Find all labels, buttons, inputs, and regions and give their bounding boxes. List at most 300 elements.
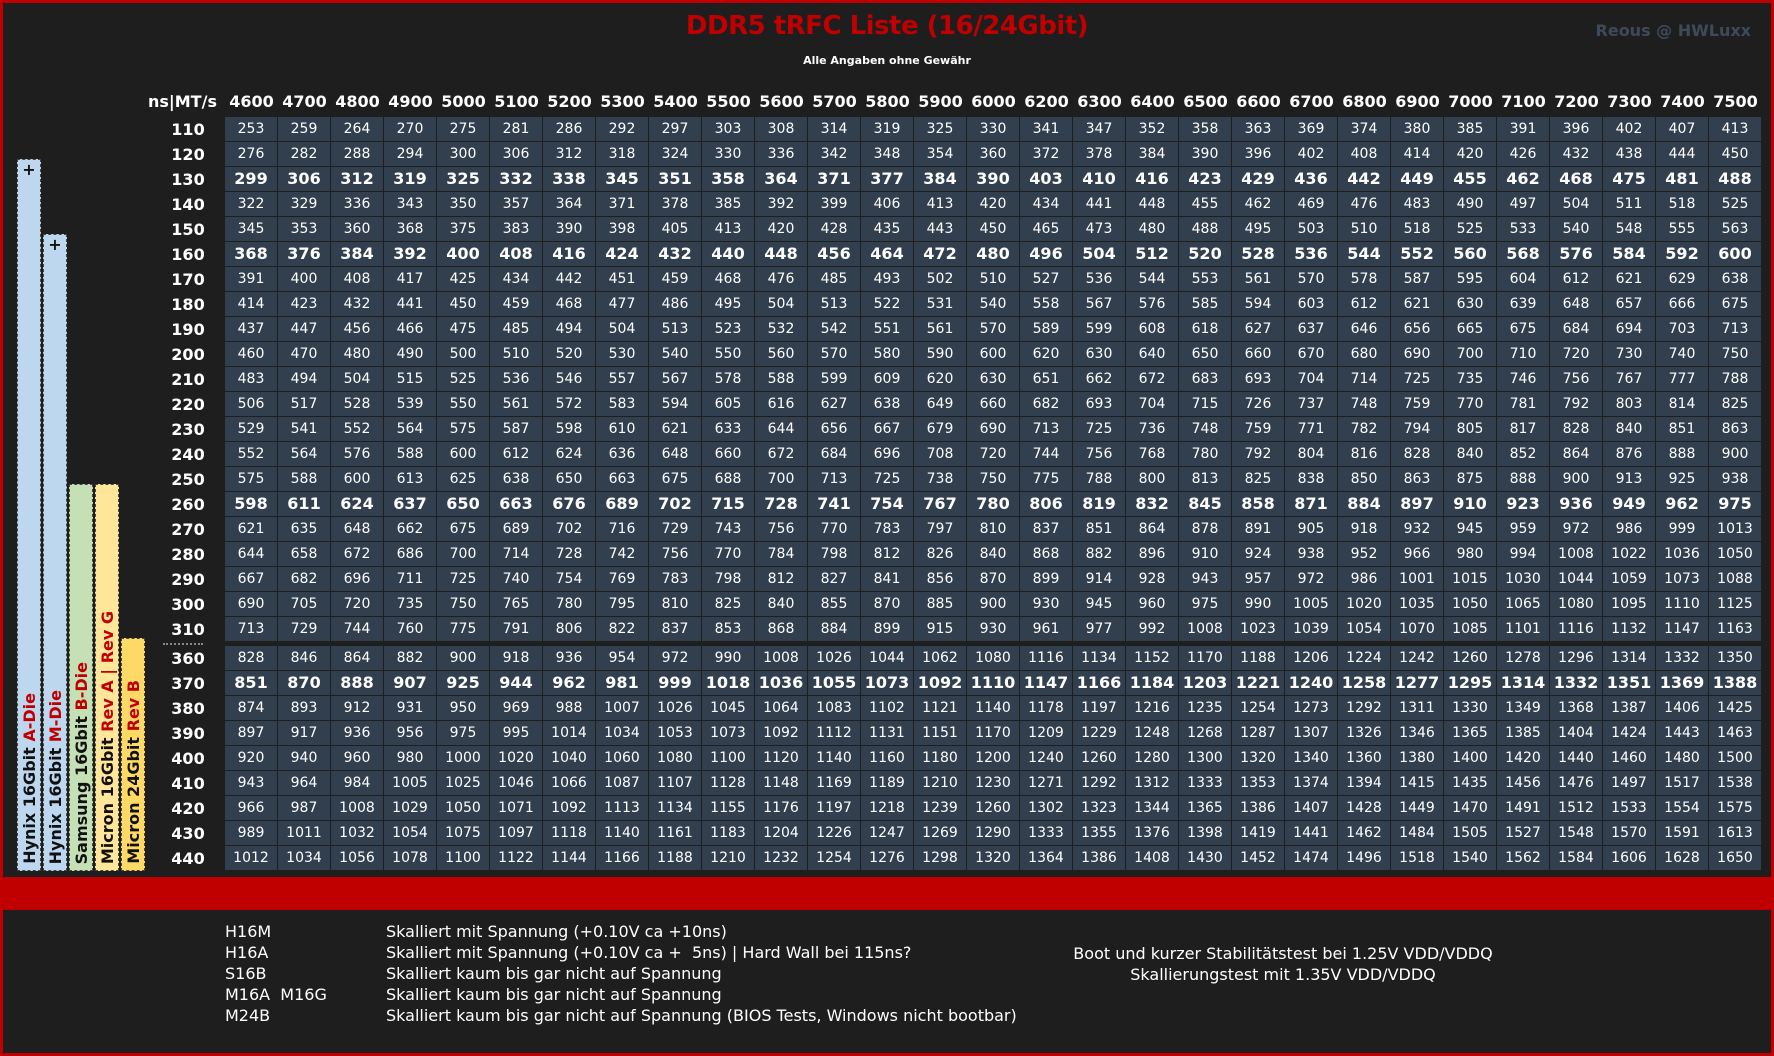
- trfc-cell: 914: [1073, 567, 1125, 591]
- trfc-cell: 891: [1232, 517, 1284, 541]
- trfc-cell: 1170: [1179, 646, 1231, 670]
- trfc-cell: 1210: [702, 846, 754, 870]
- trfc-cell: 1463: [1709, 721, 1761, 745]
- column-header: 5500: [706, 92, 751, 111]
- trfc-cell: 1131: [861, 721, 913, 745]
- column-header: 7000: [1448, 92, 1493, 111]
- trfc-cell: 600: [437, 442, 489, 466]
- trfc-cell: 476: [755, 267, 807, 291]
- trfc-cell: 1147: [1020, 671, 1072, 695]
- row-label-ns: 150: [171, 220, 205, 239]
- trfc-cell: 874: [225, 696, 277, 720]
- trfc-cell: 490: [384, 342, 436, 366]
- trfc-cell: 756: [1550, 367, 1602, 391]
- trfc-cell: 770: [808, 517, 860, 541]
- trfc-cell: 1226: [808, 821, 860, 845]
- trfc-cell: 483: [225, 367, 277, 391]
- trfc-cell: 570: [1285, 267, 1337, 291]
- trfc-cell: 504: [755, 292, 807, 316]
- trfc-cell: 1312: [1126, 771, 1178, 795]
- trfc-cell: 600: [331, 467, 383, 491]
- row-label-ns: 360: [171, 649, 205, 668]
- trfc-cell: 500: [437, 342, 489, 366]
- row-label-ns: 300: [171, 595, 205, 614]
- trfc-cell: 1035: [1391, 592, 1443, 616]
- column-header: 6600: [1236, 92, 1281, 111]
- trfc-cell: 768: [1126, 442, 1178, 466]
- trfc-cell: 812: [755, 567, 807, 591]
- trfc-cell: 350: [437, 192, 489, 216]
- column-header: 5100: [494, 92, 539, 111]
- trfc-cell: 598: [543, 417, 595, 441]
- trfc-cell: 1333: [1020, 821, 1072, 845]
- trfc-cell: 1025: [437, 771, 489, 795]
- trfc-cell: 286: [543, 117, 595, 141]
- row-label-ns: 170: [171, 270, 205, 289]
- trfc-cell: 612: [490, 442, 542, 466]
- trfc-cell: 690: [1391, 342, 1443, 366]
- trfc-cell: 1273: [1285, 696, 1337, 720]
- trfc-cell: 999: [649, 671, 701, 695]
- trfc-cell: 464: [861, 242, 913, 266]
- trfc-cell: 1092: [755, 721, 807, 745]
- trfc-cell: 756: [649, 542, 701, 566]
- trfc-cell: 1462: [1338, 821, 1390, 845]
- trfc-cell: 441: [1073, 192, 1125, 216]
- column-header: 7300: [1607, 92, 1652, 111]
- trfc-cell: 1333: [1179, 771, 1231, 795]
- trfc-cell: 329: [278, 192, 330, 216]
- trfc-cell: 884: [808, 617, 860, 641]
- trfc-cell: 690: [225, 592, 277, 616]
- row-label-ns: 390: [171, 724, 205, 743]
- trfc-cell: 332: [490, 167, 542, 191]
- column-header: 7400: [1660, 92, 1705, 111]
- trfc-cell: 771: [1285, 417, 1337, 441]
- trfc-cell: 1260: [1073, 746, 1125, 770]
- trfc-cell: 550: [437, 392, 489, 416]
- trfc-cell: 756: [755, 517, 807, 541]
- trfc-cell: 667: [225, 567, 277, 591]
- trfc-cell: 408: [331, 267, 383, 291]
- trfc-cell: 510: [1338, 217, 1390, 241]
- trfc-cell: 432: [649, 242, 701, 266]
- trfc-cell: 1166: [596, 846, 648, 870]
- trfc-cell: 518: [1656, 192, 1708, 216]
- trfc-cell: 725: [861, 467, 913, 491]
- trfc-cell: 700: [755, 467, 807, 491]
- trfc-cell: 495: [1232, 217, 1284, 241]
- trfc-cell: 702: [543, 517, 595, 541]
- trfc-cell: 725: [1391, 367, 1443, 391]
- trfc-cell: 297: [649, 117, 701, 141]
- trfc-cell: 690: [967, 417, 1019, 441]
- trfc-cell: 954: [596, 646, 648, 670]
- trfc-cell: 676: [543, 492, 595, 516]
- trfc-cell: 336: [331, 192, 383, 216]
- trfc-cell: 477: [596, 292, 648, 316]
- trfc-cell: 1476: [1550, 771, 1602, 795]
- trfc-cell: 456: [331, 317, 383, 341]
- trfc-cell: 325: [914, 117, 966, 141]
- note-text: Skalliert mit Spannung (+0.10V ca + 5ns) | Hard Wall bei 115ns?: [386, 943, 912, 962]
- trfc-cell: 1050: [1709, 542, 1761, 566]
- trfc-cell: 1385: [1497, 721, 1549, 745]
- trfc-cell: 1280: [1126, 746, 1178, 770]
- trfc-cell: 713: [225, 617, 277, 641]
- trfc-cell: 434: [1020, 192, 1072, 216]
- trfc-cell: 825: [1232, 467, 1284, 491]
- trfc-cell: 728: [543, 542, 595, 566]
- trfc-cell: 494: [543, 317, 595, 341]
- chip-density: 16Gbit: [98, 737, 117, 798]
- trfc-cell: 451: [596, 267, 648, 291]
- trfc-cell: 656: [808, 417, 860, 441]
- trfc-cell: 420: [967, 192, 1019, 216]
- trfc-cell: 294: [384, 142, 436, 166]
- trfc-cell: 343: [384, 192, 436, 216]
- trfc-cell: 980: [1444, 542, 1496, 566]
- trfc-cell: 648: [649, 442, 701, 466]
- trfc-cell: 1374: [1285, 771, 1337, 795]
- trfc-cell: 663: [596, 467, 648, 491]
- trfc-cell: 754: [543, 567, 595, 591]
- trfc-cell: 583: [596, 392, 648, 416]
- trfc-cell: 612: [1338, 292, 1390, 316]
- trfc-cell: 375: [437, 217, 489, 241]
- trfc-cell: 846: [278, 646, 330, 670]
- trfc-cell: 525: [1444, 217, 1496, 241]
- trfc-cell: 414: [1391, 142, 1443, 166]
- trfc-cell: 400: [437, 242, 489, 266]
- trfc-cell: 282: [278, 142, 330, 166]
- trfc-cell: 1424: [1603, 721, 1655, 745]
- trfc-cell: 855: [808, 592, 860, 616]
- trfc-cell: 390: [1179, 142, 1231, 166]
- trfc-cell: 817: [1497, 417, 1549, 441]
- trfc-cell: 1112: [808, 721, 860, 745]
- trfc-cell: 995: [490, 721, 542, 745]
- chip-die: Rev B: [124, 680, 143, 732]
- trfc-cell: 893: [278, 696, 330, 720]
- trfc-cell: 1240: [1020, 746, 1072, 770]
- trfc-cell: 483: [1391, 192, 1443, 216]
- trfc-cell: 868: [1020, 542, 1072, 566]
- trfc-cell: 1221: [1232, 671, 1284, 695]
- trfc-cell: 448: [755, 242, 807, 266]
- column-header: 4800: [335, 92, 380, 111]
- trfc-cell: 567: [1073, 292, 1125, 316]
- trfc-cell: 878: [1179, 517, 1231, 541]
- trfc-cell: 1296: [1550, 646, 1602, 670]
- trfc-cell: 428: [808, 217, 860, 241]
- trfc-cell: 1064: [755, 696, 807, 720]
- trfc-cell: 281: [490, 117, 542, 141]
- trfc-cell: 769: [596, 567, 648, 591]
- trfc-cell: 600: [1709, 242, 1761, 266]
- trfc-cell: 715: [1179, 392, 1231, 416]
- chip-bar: [121, 638, 145, 871]
- chip-density: 16Gbit: [20, 747, 39, 808]
- trfc-cell: 402: [1285, 142, 1337, 166]
- column-header: 6700: [1289, 92, 1334, 111]
- trfc-cell: 1045: [702, 696, 754, 720]
- trfc-cell: 788: [1073, 467, 1125, 491]
- trfc-cell: 1420: [1497, 746, 1549, 770]
- trfc-cell: 1022: [1603, 542, 1655, 566]
- trfc-cell: 1092: [914, 671, 966, 695]
- trfc-cell: 1441: [1285, 821, 1337, 845]
- trfc-cell: 882: [1073, 542, 1125, 566]
- trfc-cell: 391: [1497, 117, 1549, 141]
- trfc-cell: 1040: [543, 746, 595, 770]
- trfc-cell: 1050: [1444, 592, 1496, 616]
- chip-vendor: Micron: [124, 802, 143, 864]
- trfc-cell: 744: [331, 617, 383, 641]
- trfc-cell: 1258: [1338, 671, 1390, 695]
- trfc-cell: 888: [331, 671, 383, 695]
- trfc-cell: 1140: [808, 746, 860, 770]
- trfc-cell: 868: [755, 617, 807, 641]
- trfc-cell: 561: [1232, 267, 1284, 291]
- trfc-cell: 288: [331, 142, 383, 166]
- trfc-cell: 1073: [1656, 567, 1708, 591]
- trfc-cell: 944: [490, 671, 542, 695]
- trfc-cell: 625: [437, 467, 489, 491]
- trfc-cell: 972: [1550, 517, 1602, 541]
- row-label-ns: 280: [171, 545, 205, 564]
- trfc-cell: 660: [702, 442, 754, 466]
- trfc-cell: 636: [596, 442, 648, 466]
- trfc-cell: 364: [543, 192, 595, 216]
- trfc-cell: 662: [384, 517, 436, 541]
- trfc-cell: 536: [1285, 242, 1337, 266]
- trfc-cell: 638: [490, 467, 542, 491]
- trfc-cell: 864: [1550, 442, 1602, 466]
- trfc-cell: 517: [278, 392, 330, 416]
- trfc-cell: 455: [1179, 192, 1231, 216]
- trfc-cell: 1075: [437, 821, 489, 845]
- trfc-cell: 1235: [1179, 696, 1231, 720]
- corner-label: ns|MT/s: [148, 92, 217, 111]
- trfc-cell: 259: [278, 117, 330, 141]
- trfc-cell: 858: [1232, 492, 1284, 516]
- trfc-cell: 1160: [861, 746, 913, 770]
- trfc-cell: 1386: [1073, 846, 1125, 870]
- trfc-cell: 918: [490, 646, 542, 670]
- trfc-cell: 506: [225, 392, 277, 416]
- trfc-cell: 1005: [384, 771, 436, 795]
- trfc-cell: 1147: [1656, 617, 1708, 641]
- trfc-cell: 851: [1656, 417, 1708, 441]
- trfc-cell: 638: [1709, 267, 1761, 291]
- trfc-cell: 348: [861, 142, 913, 166]
- trfc-cell: 1650: [1709, 846, 1761, 870]
- trfc-cell: 576: [1126, 292, 1178, 316]
- trfc-cell: 1015: [1444, 567, 1496, 591]
- trfc-cell: 442: [543, 267, 595, 291]
- trfc-cell: 936: [331, 721, 383, 745]
- trfc-cell: 1030: [1497, 567, 1549, 591]
- trfc-cell: 480: [967, 242, 1019, 266]
- trfc-cell: 780: [543, 592, 595, 616]
- trfc-cell: 314: [808, 117, 860, 141]
- trfc-cell: 713: [1020, 417, 1072, 441]
- trfc-cell: 1113: [596, 796, 648, 820]
- trfc-cell: 368: [225, 242, 277, 266]
- trfc-cell: 1210: [914, 771, 966, 795]
- trfc-cell: 564: [384, 417, 436, 441]
- row-label-ns: 400: [171, 749, 205, 768]
- trfc-cell: 432: [1550, 142, 1602, 166]
- trfc-cell: 1092: [543, 796, 595, 820]
- trfc-cell: 455: [1444, 167, 1496, 191]
- trfc-cell: 1071: [490, 796, 542, 820]
- trfc-cell: 449: [1391, 167, 1443, 191]
- trfc-cell: 1340: [1285, 746, 1337, 770]
- trfc-cell: 736: [1126, 417, 1178, 441]
- trfc-cell: 270: [384, 117, 436, 141]
- note-chip-code: M24B: [225, 1006, 271, 1025]
- trfc-cell: 1110: [967, 671, 1019, 695]
- trfc-cell: 1562: [1497, 846, 1549, 870]
- trfc-cell: 777: [1656, 367, 1708, 391]
- trfc-cell: 1060: [596, 746, 648, 770]
- trfc-cell: 584: [1603, 242, 1655, 266]
- row-label-ns: 370: [171, 674, 205, 693]
- trfc-cell: 782: [1338, 417, 1390, 441]
- trfc-cell: 396: [1232, 142, 1284, 166]
- trfc-cell: 738: [914, 467, 966, 491]
- trfc-cell: 374: [1338, 117, 1390, 141]
- trfc-cell: 728: [755, 492, 807, 516]
- trfc-cell: 1344: [1126, 796, 1178, 820]
- trfc-cell: 1209: [1020, 721, 1072, 745]
- trfc-cell: 1330: [1444, 696, 1496, 720]
- trfc-cell: 900: [1709, 442, 1761, 466]
- trfc-cell: 486: [649, 292, 701, 316]
- trfc-cell: 303: [702, 117, 754, 141]
- trfc-cell: 1365: [1179, 796, 1231, 820]
- trfc-cell: 594: [649, 392, 701, 416]
- chip-bar: [69, 484, 93, 871]
- trfc-cell: 472: [914, 242, 966, 266]
- author-credit: Reous @ HWLuxx: [1595, 21, 1751, 40]
- trfc-cell: 1008: [1179, 617, 1231, 641]
- trfc-cell: 440: [702, 242, 754, 266]
- trfc-cell: 447: [278, 317, 330, 341]
- trfc-cell: 760: [384, 617, 436, 641]
- trfc-cell: 756: [1073, 442, 1125, 466]
- column-header: 4900: [388, 92, 433, 111]
- trfc-cell: 587: [490, 417, 542, 441]
- trfc-cell: 308: [755, 117, 807, 141]
- trfc-cell: 592: [1656, 242, 1708, 266]
- trfc-cell: 533: [1497, 217, 1549, 241]
- trfc-cell: 1000: [437, 746, 489, 770]
- trfc-cell: 775: [1020, 467, 1072, 491]
- trfc-cell: 806: [543, 617, 595, 641]
- trfc-cell: 536: [1073, 267, 1125, 291]
- trfc-cell: 396: [1550, 117, 1602, 141]
- trfc-cell: 624: [543, 442, 595, 466]
- trfc-cell: 822: [596, 617, 648, 641]
- trfc-cell: 1332: [1550, 671, 1602, 695]
- trfc-cell: 896: [1126, 542, 1178, 566]
- trfc-cell: 539: [384, 392, 436, 416]
- trfc-cell: 378: [1073, 142, 1125, 166]
- trfc-cell: 420: [1444, 142, 1496, 166]
- trfc-cell: 1232: [755, 846, 807, 870]
- trfc-cell: 798: [808, 542, 860, 566]
- trfc-cell: 1189: [861, 771, 913, 795]
- trfc-cell: 1200: [967, 746, 1019, 770]
- trfc-cell: 496: [1020, 242, 1072, 266]
- trfc-cell: 485: [808, 267, 860, 291]
- note-chip-code: H16M: [225, 922, 272, 941]
- trfc-cell: 648: [331, 517, 383, 541]
- trfc-cell: 938: [1709, 467, 1761, 491]
- trfc-cell: 1100: [437, 846, 489, 870]
- trfc-cell: 357: [490, 192, 542, 216]
- row-label-ns: 420: [171, 799, 205, 818]
- row-label-ns: 250: [171, 470, 205, 489]
- trfc-cell: 1197: [808, 796, 860, 820]
- trfc-cell: 336: [755, 142, 807, 166]
- trfc-cell: 1518: [1391, 846, 1443, 870]
- trfc-cell: 1050: [437, 796, 489, 820]
- trfc-cell: 803: [1603, 392, 1655, 416]
- trfc-cell: 700: [437, 542, 489, 566]
- trfc-cell: 1059: [1603, 567, 1655, 591]
- trfc-cell: 1400: [1444, 746, 1496, 770]
- trfc-cell: 984: [331, 771, 383, 795]
- trfc-cell: 940: [278, 746, 330, 770]
- trfc-cell: 871: [1285, 492, 1337, 516]
- trfc-cell: 627: [1232, 317, 1284, 341]
- trfc-cell: 1128: [702, 771, 754, 795]
- trfc-cell: 737: [1285, 392, 1337, 416]
- trfc-cell: 1408: [1126, 846, 1178, 870]
- trfc-cell: 851: [225, 671, 277, 695]
- row-label-ns: 260: [171, 495, 205, 514]
- trfc-cell: 470: [278, 342, 330, 366]
- trfc-cell: 599: [808, 367, 860, 391]
- trfc-cell: 637: [1285, 317, 1337, 341]
- trfc-cell: 884: [1338, 492, 1390, 516]
- trfc-cell: 444: [1656, 142, 1708, 166]
- trfc-cell: 837: [649, 617, 701, 641]
- trfc-cell: 630: [967, 367, 1019, 391]
- trfc-cell: 649: [914, 392, 966, 416]
- trfc-cell: 675: [1497, 317, 1549, 341]
- trfc-cell: 767: [914, 492, 966, 516]
- trfc-cell: 462: [1232, 192, 1284, 216]
- trfc-cell: 391: [225, 267, 277, 291]
- trfc-cell: 1452: [1232, 846, 1284, 870]
- trfc-cell: 578: [702, 367, 754, 391]
- trfc-cell: 322: [225, 192, 277, 216]
- trfc-cell: 575: [225, 467, 277, 491]
- trfc-cell: 897: [225, 721, 277, 745]
- chip-density: 16Gbit: [72, 715, 91, 776]
- trfc-cell: 711: [384, 567, 436, 591]
- trfc-cell: 312: [331, 167, 383, 191]
- trfc-cell: 481: [1656, 167, 1708, 191]
- trfc-cell: 852: [1497, 442, 1549, 466]
- trfc-table-panel: [3, 3, 1771, 877]
- trfc-cell: 527: [1020, 267, 1072, 291]
